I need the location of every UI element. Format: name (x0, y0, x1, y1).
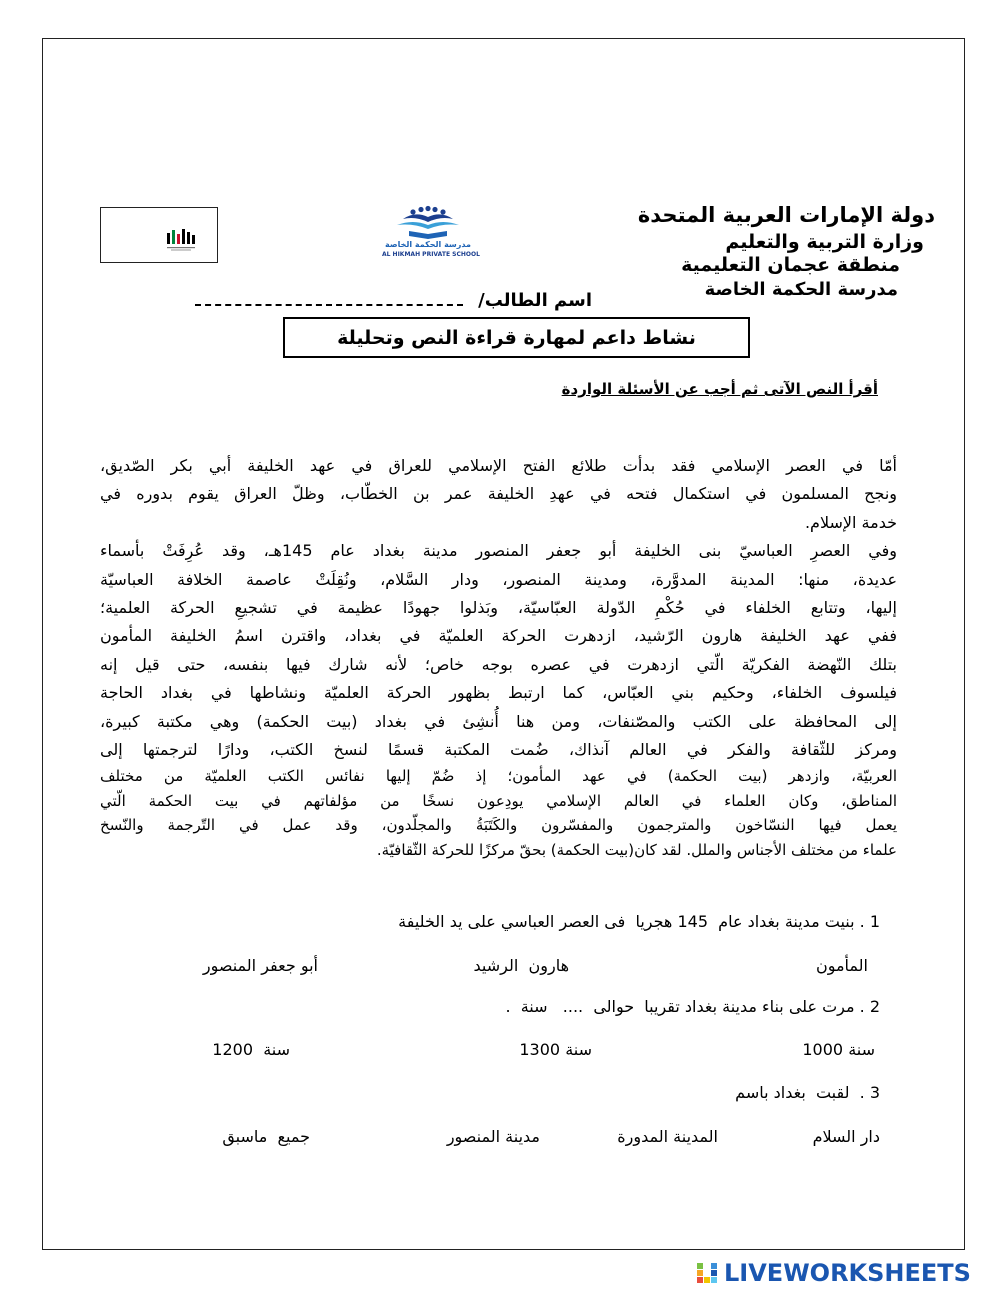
reading-passage (100, 452, 897, 862)
brand-square (711, 1277, 717, 1283)
question-1-option-1[interactable]: المأمون (815, 956, 868, 975)
school-logo-english-text: AL HIKMAH PRIVATE SCHOOL (382, 251, 480, 258)
logo-bar (167, 233, 170, 244)
school-logo-arabic-text: مدرسة الحكمة الخاصة (385, 240, 471, 249)
question-2-option-2[interactable]: 1300 سنة (519, 1040, 592, 1059)
ministry-logo-box (100, 207, 218, 263)
reading-instruction: أقرأ النص الآتى ثم أجب عن الأسئلة الواردة (561, 380, 878, 398)
emblem-book (409, 231, 447, 239)
logo-bar (187, 232, 190, 244)
header-country: دولة الإمارات العربية المتحدة (637, 203, 935, 227)
passage-line: إليها، وتتابع الخلفاء في حُكْمِ الدّولة العبّاسيّة، وبَذلوا جهودًا عظيمة في تشجيعِ الحركة العلمية؛ (100, 597, 897, 617)
question-1-option-3[interactable]: أبو جعفر المنصور (202, 956, 318, 975)
question-3-option-4[interactable]: جميع ماسبق (222, 1127, 310, 1146)
liveworksheets-icon[interactable] (697, 1263, 719, 1285)
school-logo (382, 204, 480, 264)
brand-square (697, 1277, 703, 1283)
emblem-wave (397, 222, 459, 229)
passage-line: علماء من مختلف الأجناس والملل. لقد كان(بيت الحكمة) بحقّ مركزًا للحركة الثّقافيّة. (376, 840, 897, 859)
passage-line: ومركز للثّقافة والفكر في العالم آنذاك، ضُمت المكتبة قسمًا لنسخ الكتب، ودارًا لترجمتها إلى (100, 739, 897, 759)
student-name-field[interactable] (195, 298, 463, 306)
logo-caption-line (167, 247, 195, 248)
passage-line: بتلك النّهضة الفكريّة الّتي ازدهرت في عصره بوجه خاص؛ لأنه شارك فيها بنفسه، حتى قيل إنه (100, 654, 897, 674)
passage-line: وفي العصرِ العباسيّ بنى الخليفة أبو جعفر المنصور مدينة بغداد عام 145هـ، وقد عُرِفَتْ بأسماء (100, 541, 897, 561)
logo-caption-line (171, 250, 191, 251)
logo-bar (182, 229, 185, 244)
student-name-label: اسم الطالب/ (478, 290, 592, 311)
brand-square (697, 1263, 703, 1269)
emblem-figure (425, 206, 430, 211)
question-2-option-1[interactable]: 1000 سنة (802, 1040, 875, 1059)
passage-line: المناطق، وكان العلماء في العالم الإسلامي يودِعون نسخًا من مؤلفاتهم في بيت الحكمة الّتي (100, 791, 897, 810)
logo-bar (172, 230, 175, 244)
emblem-figure (440, 209, 445, 214)
liveworksheets-brand[interactable]: LIVEWORKSHEETS (724, 1259, 971, 1287)
emblem-figure (432, 207, 437, 212)
question-3-option-2[interactable]: المدينة المدورة (617, 1127, 718, 1146)
logo-bar (177, 234, 180, 244)
question-1-option-2[interactable]: هارون الرشيد (473, 956, 569, 975)
question-3-text: 3 . لقبت بغداد باسم (735, 1083, 880, 1102)
passage-line: ففي عهد الخليفة هارون الرّشيد، ازدهرت الحركة العلميّة في بغداد، واقترن اسمُ الخليفة المأمون (100, 626, 897, 646)
logo-bar (192, 235, 195, 244)
passage-line: أمّا في العصر الإسلامي فقد بدأت طلائع الفتح الإسلامي للعراق في عهد الخليفة أبي بكر الصّديق، (100, 456, 897, 475)
question-2-option-3[interactable]: 1200 سنة (212, 1040, 290, 1059)
question-3-option-1[interactable]: دار السلام (812, 1127, 880, 1146)
passage-line: إلى المحافظة على الكتب والمصّنفات، ومن هنا أُنشِئ في بغداد (بيت الحكمة) وهي مكتبة كبيرة، (100, 711, 897, 731)
passage-line: خدمة الإسلام. (804, 512, 897, 532)
school-emblem-icon (385, 204, 471, 240)
uae-ministry-logo-icon (165, 226, 201, 252)
brand-square (697, 1270, 703, 1276)
brand-square (711, 1270, 717, 1276)
brand-square (704, 1277, 710, 1283)
activity-title-box (283, 317, 750, 358)
brand-square (711, 1263, 717, 1269)
activity-title: نشاط داعم لمهارة قراءة النص وتحليلة (337, 326, 696, 349)
question-3-option-3[interactable]: مدينة المنصور (446, 1127, 540, 1146)
header-zone: منطقة عجمان التعليمية (681, 254, 900, 276)
emblem-arms (403, 214, 453, 222)
question-2-text: 2 . مرت على بناء مدينة بغداد تقريبا حوالى .... سنة . (505, 997, 880, 1016)
passage-line: فيلسوف الخلفاء، وحكيم بني العبّاس، كما ارتبط بظهور الحركة العلميّة ونشاطها في بغداد الحاجة (100, 683, 897, 703)
header-school: مدرسة الحكمة الخاصة (704, 279, 898, 300)
passage-line: العربيّة، وازدهر (بيت الحكمة) في عهد المأمون؛ إذ ضُمّ إليها نفائس الكتب العلميّة من مختلف (100, 767, 897, 786)
question-1-text: 1 . بنيت مدينة بغداد عام 145 هجريا فى العصر العباسي على يد الخليفة (398, 912, 880, 931)
passage-line: ونجح المسلمون في استكمال فتحه في عهدِ الخليفة عمر بن الخطّاب، وظلّ العراق يقوم بدوره في (100, 484, 897, 504)
header-ministry: وزارة التربية والتعليم (725, 231, 924, 253)
emblem-figure (410, 209, 415, 214)
emblem-figure (418, 207, 423, 212)
passage-line: عديدة، منها: المدينة المدوَّرة، ومدينة المنصور، ودار السَّلام، ونُقِلَتْ عاصمة الخلافة العباسيّة (100, 569, 897, 589)
passage-line: يعمل فيها النسّاخون والمترجمون والمفسّرون والكَتَبَةُ والمجلّدون، وقد عمل في التّرجمة والنّسخ (100, 816, 897, 835)
